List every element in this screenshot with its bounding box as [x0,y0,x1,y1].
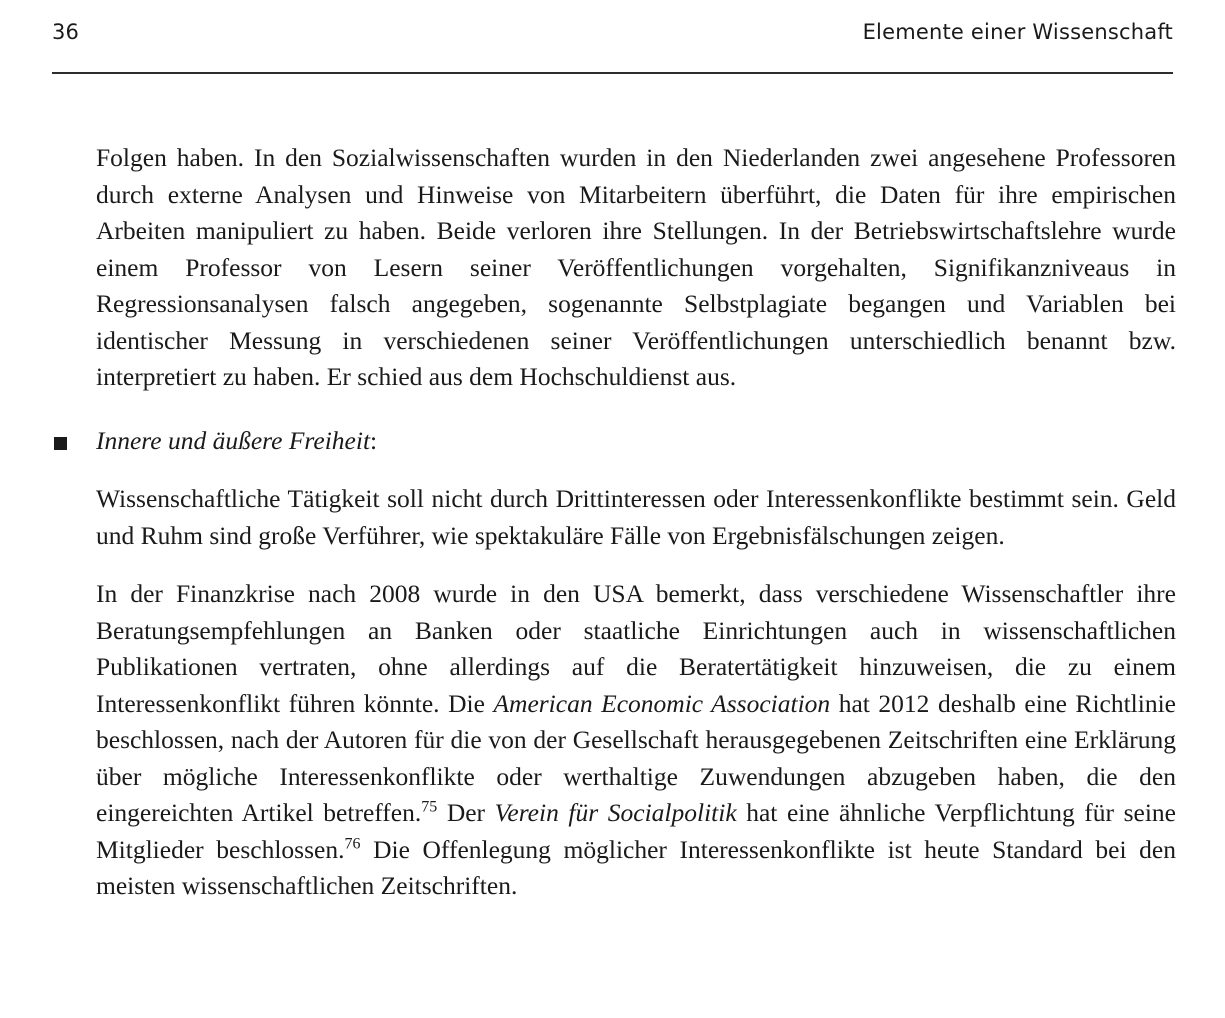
footnote-reference-75[interactable]: 75 [421,798,438,816]
list-item-colon: : [370,425,378,455]
paragraph-3-segment-4: hat eine ähnliche Verpflichtung für seine Mitglieder beschlossen. [96,798,1176,864]
list-item-label [96,426,377,455]
org-name-aea: American Economic Association [493,688,831,718]
page-content [96,140,1176,905]
square-bullet-icon [54,437,67,450]
list-item-italic-label: Innere und äußere Freiheit [96,425,371,455]
list-item [96,423,1176,460]
spacer [96,459,1176,481]
running-head [52,20,1173,62]
paragraph-freedom: Wissenschaftliche Tätigkeit soll nicht durch Drittinteressen oder Interessenkonflikte bestimmt sein. Geld und Ruhm sind große Verführer, wie spektakuläre Fälle von Ergebnisfälschungen zeigen. [96,484,1176,550]
paragraph-conflicts-of-interest [96,576,1176,905]
paragraph-3-segment-5: Die Offenlegung möglicher Interessenkonflikte ist heute Standard bei den meisten wissenschaftlichen Zeitschriften. [96,834,1176,900]
paragraph-3-segment-2: hat 2012 deshalb eine Richtlinie beschlossen, nach der Autoren für die von der Gesellschaft herausgegebenen Zeitschriften eine Erklärung über mögliche Interessenkonflikte oder werthaltige Zuwendungen abzugeben haben, die den eingereichten Artikel betreffen. [96,688,1177,827]
page-number: 36 [52,20,80,44]
org-name-verein-fuer-socialpolitik: Verein für Socialpolitik [494,798,737,827]
header-divider [52,72,1173,74]
running-title: Elemente einer Wissenschaft [862,20,1173,44]
paragraph-continuation: Folgen haben. In den Sozialwissenschaften wurden in den Niederlanden zwei angesehene Professoren durch externe Analysen und Hinweise von Mitarbeitern überführt, die Daten für ihre empirischen Arbeiten manipuliert zu haben. Beide verloren ihre Stellungen. In der Betriebswirtschaftslehre wurde einem Professor von Lesern seiner Veröffentlichungen vorgehalten, Signifikanzniveaus in Regressionsanalysen falsch angegeben, sogenannte Selbstplagiate begangen und Variablen bei identischer Messung in verschiedenen seiner Veröffentlichungen unterschiedlich benannt bzw. interpretiert zu haben. Er schied aus dem Hochschuldienst aus. [96,143,1176,391]
paragraph-3-segment-3: Der [437,798,495,827]
paragraph-3-segment-1: In der Finanzkrise nach 2008 wurde in den USA bemerkt, dass verschiedene Wissenschaftler ihre Beratungsempfehlungen an Banken oder staatliche Einrichtungen auch in wissenschaftlichen Publikationen vertraten, ohne allerdings auf die Beratertätigkeit hinzuweisen, die zu einem Interessenkonflikt führen könnte. Die [96,579,1176,718]
footnote-reference-76[interactable]: 76 [344,835,361,852]
